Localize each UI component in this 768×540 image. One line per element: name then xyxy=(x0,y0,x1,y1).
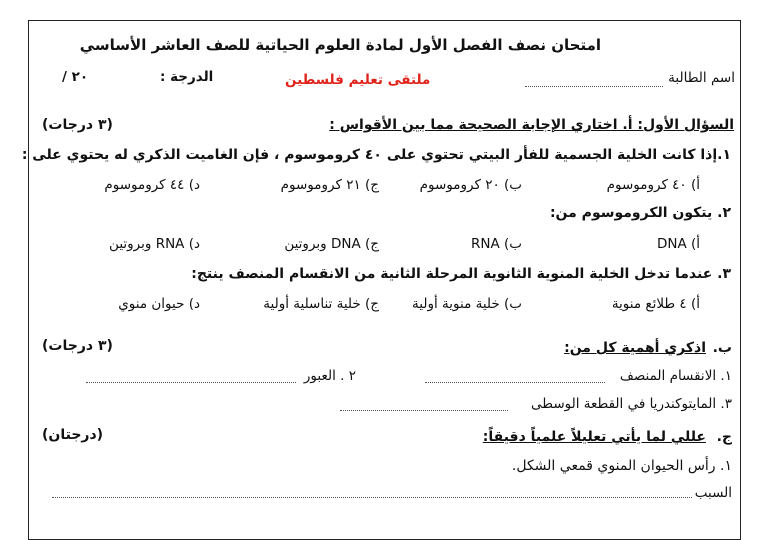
q1-item-2-option-c[interactable]: ج) DNA وبروتين xyxy=(284,236,379,252)
q1b-label: ب. xyxy=(712,340,732,356)
q1c-label: ج. xyxy=(716,429,732,445)
q1-item-2-stem: ٢. يتكون الكروموسوم من: xyxy=(549,205,731,221)
q1-item-3-stem: ٣. عندما تدخل الخلية المنوية الثانوية المرحلة الثانية من الانقسام المنصف ينتج: xyxy=(191,266,731,282)
q1b-item-2-answer-line[interactable] xyxy=(86,382,296,383)
q1c-reason-line[interactable] xyxy=(52,497,692,498)
q1-item-2-option-d[interactable]: د) RNA وبروتين xyxy=(109,236,200,252)
q1-marks: (٣ درجات) xyxy=(42,117,113,133)
q1b-item-2: ٢ . العبور xyxy=(303,368,356,384)
q1-item-1-option-a[interactable]: أ) ٤٠ كروموسوم xyxy=(606,177,700,193)
q1b-item-3-answer-line[interactable] xyxy=(340,410,508,411)
q1b-item-3: ٣. المايتوكندريا في القطعة الوسطى xyxy=(531,396,732,412)
grade-label: الدرجة : xyxy=(160,69,214,85)
q1-item-1-stem: ١.إذا كانت الخلية الجسمية للفأر البيتي تحتوي على ٤٠ كروموسوم ، فإن الغاميت الذكري له يحتوي على : xyxy=(21,147,731,163)
q1-item-3-option-b[interactable]: ب) خلية منوية أولية xyxy=(412,296,522,312)
q1b-item-1: ١. الانقسام المنصف xyxy=(619,368,732,384)
q1-item-1-option-c[interactable]: ج) ٢١ كروموسوم xyxy=(280,177,379,193)
student-name-label: اسم الطالبة xyxy=(668,70,735,86)
grade-value: ٢٠ / xyxy=(62,69,89,85)
q1-item-2-option-b[interactable]: ب) RNA xyxy=(471,236,522,252)
q1c-heading: عللي لما يأتي تعليلاً علمياً دقيقاً: xyxy=(482,429,706,445)
q1c-reason-label: السبب xyxy=(694,485,732,501)
q1b-item-1-answer-line[interactable] xyxy=(425,382,605,383)
q1-item-3-option-a[interactable]: أ) ٤ طلائع منوية xyxy=(611,296,700,312)
exam-title: امتحان نصف الفصل الأول لمادة العلوم الحياتية للصف العاشر الأساسي xyxy=(79,36,601,54)
site-name: ملتقى تعليم فلسطين xyxy=(285,72,431,88)
student-name-line[interactable] xyxy=(525,86,663,87)
q1b-marks: (٣ درجات) xyxy=(42,338,113,354)
q1b-heading: اذكري أهمية كل من: xyxy=(564,340,706,356)
q1-item-1-option-b[interactable]: ب) ٢٠ كروموسوم xyxy=(419,177,522,193)
q1-item-2-option-a[interactable]: أ) DNA xyxy=(656,236,700,252)
q1-item-3-option-d[interactable]: د) حيوان منوي xyxy=(118,296,200,312)
q1-item-1-option-d[interactable]: د) ٤٤ كروموسوم xyxy=(104,177,200,193)
q1-item-3-option-c[interactable]: ج) خلية تناسلية أولية xyxy=(263,296,379,312)
q1-heading: السؤال الأول: أ. اختاري الإجابة الصحيحة مما بين الأقواس : xyxy=(329,117,734,133)
q1c-item-1: ١. رأس الحيوان المنوي قمعي الشكل. xyxy=(511,458,732,474)
q1c-marks: (درجتان) xyxy=(42,427,104,443)
